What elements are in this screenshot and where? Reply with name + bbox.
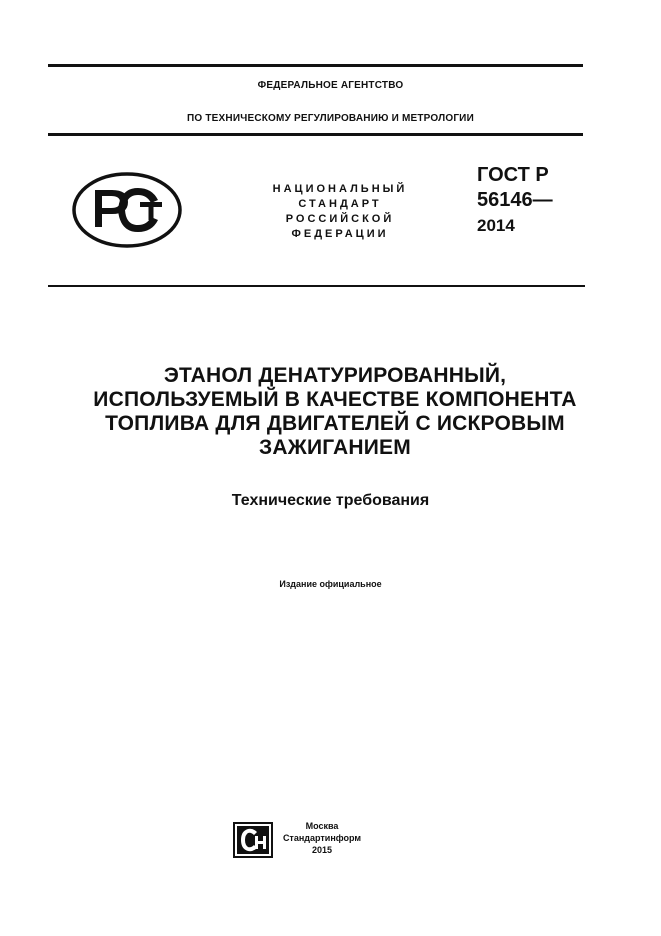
rst-logo [72,172,182,248]
title-line-4: ЗАЖИГАНИЕМ [259,436,411,459]
national-standard-label [240,182,440,242]
agency-line-1: ФЕДЕРАЛЬНОЕ АГЕНТСТВО [257,80,404,91]
title-line-3: ТОПЛИВА ДЛЯ ДВИГАТЕЛЕЙ С ИСКРОВЫМ [105,412,565,435]
standartinform-logo-icon [233,822,273,858]
edition-label: Издание официальное [279,579,382,589]
agency-line-2: ПО ТЕХНИЧЕСКОМУ РЕГУЛИРОВАНИЮ И МЕТРОЛОГИИ [187,113,474,124]
designation-year: 2014 [477,216,515,235]
national-standard-line-1: НАЦИОНАЛЬНЫЙ [272,183,408,195]
top-rule [48,64,583,67]
title-line-1: ЭТАНОЛ ДЕНАТУРИРОВАННЫЙ, [163,364,507,387]
national-standard-line-3: РОССИЙСКОЙ [285,213,395,225]
designation-line-2: 56146— [477,189,553,211]
national-standard-line-4: ФЕДЕРАЦИИ [291,228,389,240]
logo-divider [48,285,585,287]
designation-line-1: ГОСТ Р [477,164,549,186]
rst-certification-mark-icon [72,172,182,248]
header-divider [48,133,583,136]
publisher-city: Москва [305,821,339,831]
publisher-info [272,820,372,856]
national-standard-line-2: СТАНДАРТ [298,198,382,210]
publisher-year: 2015 [311,845,333,855]
title-line-2: ИСПОЛЬЗУЕМЫЙ В КАЧЕСТВЕ КОМПОНЕНТА [93,388,577,411]
document-subtitle: Технические требования [231,492,430,509]
standard-designation [477,163,553,238]
publisher-logo [233,822,273,858]
publisher-name: Стандартинформ [282,833,362,843]
document-title [40,364,630,460]
